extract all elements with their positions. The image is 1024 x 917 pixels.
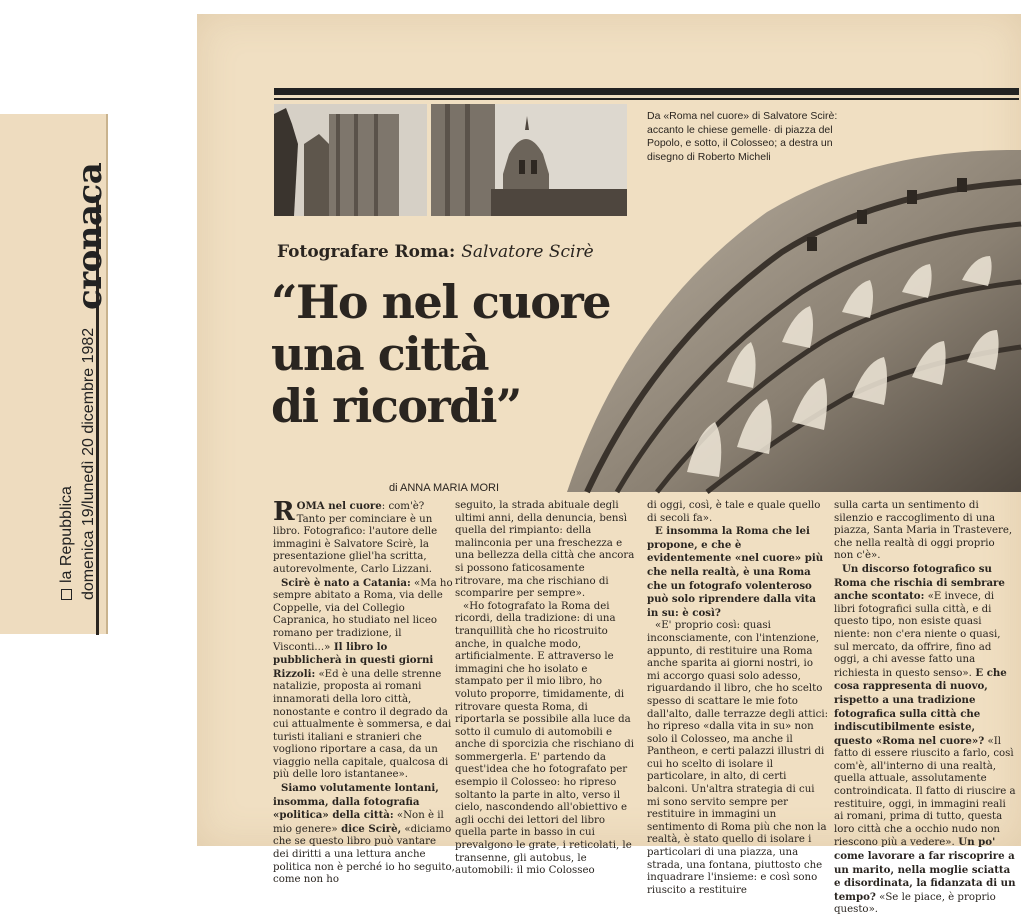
article-column-2 bbox=[455, 500, 637, 878]
bold-text: Il libro lo pubblicherà in questi giorni Rizzoli: bbox=[273, 640, 434, 680]
issue-date: domenica 19/lunedì 20 dicembre 1982 bbox=[80, 327, 97, 600]
paragraph: «Ho fotografato la Roma dei ricordi, della tradizione: di una tranquillità che ho ricostruito anche, in qualche modo, artificialmente. E attraverso le immagini che ho isolato e stampato per il mio libro, ho voluto proporre, timidamente, di ritrovare questa Roma, di riportarla se possibile alla luce da sotto il cumulo di automobili e anche di sporcizia che rischiano di sommergerla. E' partendo da quest'idea che ho fotografato per esempio il Colosseo: ho ripreso soltanto la parte in alto, verso il cielo, nascondendo all'obiettivo e agli occhi dei lettori del libro quella parte in basso in cui prevalgono le grate, i reticolati, le transenne, gli autobus, le automobili: il mio Colosseo bbox=[455, 600, 635, 877]
body-text: «Se le piace, è proprio questo». bbox=[834, 891, 996, 916]
photo-church-left bbox=[274, 104, 427, 216]
masthead-text bbox=[18, 120, 108, 600]
body-text: «Non è il mio genere» bbox=[273, 810, 444, 835]
newspaper-clipping bbox=[197, 14, 1021, 916]
paragraph bbox=[834, 563, 1016, 917]
bold-text: Siamo volutamente lontani, insomma, dalla fotografia «politica» della città: bbox=[273, 782, 439, 822]
newspaper-source bbox=[58, 486, 76, 600]
kicker-author: Salvatore Scirè bbox=[461, 242, 594, 262]
paragraph bbox=[273, 782, 455, 887]
headline bbox=[271, 276, 651, 432]
bold-text: E insomma la Roma che lei propone, e che è evidentemente «nel cuore» più che nella realtà, è una Roma che un fotografo volenteroso può solo riprendere dalla vita in su: è così? bbox=[647, 525, 824, 619]
headline-kicker bbox=[277, 242, 594, 262]
section-name: cronaca bbox=[70, 162, 110, 310]
bold-text: dice Scirè, bbox=[337, 822, 402, 835]
body-text: «Il fatto di essere riuscito a farlo, così com'è, all'interno di una realtà, quella attuale, assolutamente controindicata. Il fatto di riuscire a restituire, oggi, in immagini reali ai romani, prima di tutto, questa loro città che a occhio nudo non riescono più a vedere». bbox=[834, 735, 1016, 849]
article-column-4 bbox=[834, 500, 1016, 917]
bold-text: E che cosa rappresenta di nuovo, rispetto a una tradizione fotografica sulla città che indiscutibilmente esiste, questo «Roma nel cuore»? bbox=[834, 666, 1007, 747]
body-text: «Ma ho sempre abitato a Roma, via delle Coppelle, via del Collegio Capranica, ho studiato nel liceo romano per tradizione, il Visconti...» bbox=[273, 577, 453, 653]
drop-cap: R bbox=[273, 497, 295, 527]
paragraph: di oggi, così, è tale e quale quello di secoli fa». bbox=[647, 500, 821, 524]
bold-text: OMA nel cuore bbox=[296, 500, 382, 512]
paragraph bbox=[273, 577, 455, 783]
bold-text: Scirè è nato a Catania: bbox=[281, 576, 411, 589]
headline-line-2: una città bbox=[271, 327, 488, 381]
top-rule-thin bbox=[274, 98, 1019, 100]
kicker-lead: Fotografare Roma: bbox=[277, 242, 462, 262]
body-text: : com'è? Tanto per cominciare è un libro. Fotografico: l'autore delle immagini è Salvatore Scirè, la presentazione gliel'ha scritta, autorevolmente, Carlo Lizzani. bbox=[273, 501, 438, 575]
checkbox-square-icon bbox=[61, 589, 72, 600]
paragraph bbox=[273, 497, 455, 577]
paragraph bbox=[647, 525, 829, 620]
paragraph: sulla carta un sentimento di silenzio e raccoglimento di una piazza, Santa Maria in Trastevere, che nella realtà di oggi proprio non c'è». bbox=[834, 500, 1013, 562]
newspaper-name: la Repubblica bbox=[58, 486, 75, 583]
body-text: «Ed è una delle strenne natalizie, proposta ai romani innamorati della loro città, nonostante e contro il degrado da cui attualmente è sommersa, e dai turisti italiani e stranieri che vogliono riportare a casa, da un viaggio nella capitale, qualcosa di più delle loro istantanee». bbox=[273, 668, 452, 781]
article-column-3 bbox=[647, 500, 829, 897]
body-text: «E invece, di libri fotografici sulla città, e di questo tipo, non esiste quasi niente: non c'era niente o quasi, sul mercato, da offrire, fino ad oggi, a chi avesse fatto una richiesta in questo senso». bbox=[834, 591, 1001, 679]
paragraph: «E' proprio così: quasi inconsciamente, con l'intenzione, appunto, di restituire una Roma anche sparita ai giorni nostri, io mi accorgo quasi solo adesso, riguardando il libro, che ho scelto spesso di scattare le mie foto dall'alto, dalle terrazze degli attici: ho ripreso «dalla vita in su» non solo il Colosseo, ma anche il Pantheon, e certi palazzi illustri di cui ho scelto di isolare il particolare, in alto, di certi balconi. Un'altra strategia di cui mi sono servito sempre per restituire in immagini un sentimento di Roma più che non la realtà, è stato quello di isolare i particolari di una piazza, una strada, una fontana, piuttosto che inquadrare l'insieme: e così sono riuscito a restituire bbox=[647, 620, 829, 896]
headline-line-1: “Ho nel cuore bbox=[271, 275, 610, 329]
headline-line-3: di ricordi” bbox=[271, 379, 521, 433]
bold-text: Un discorso fotografico su Roma che rischia di sembrare anche scontato: bbox=[834, 562, 1005, 603]
bold-text: Un po' come lavorare a far riscoprire a un marito, nella moglie sciatta e disordinata, la fidanzata di un tempo? bbox=[834, 836, 1016, 903]
top-rule bbox=[274, 88, 1019, 95]
byline: di ANNA MARIA MORI bbox=[389, 482, 500, 494]
article-column-1 bbox=[273, 497, 455, 887]
paragraph: seguito, la strada abituale degli ultimi anni, della denuncia, bensì quella del rimpianto: della malinconia per una freschezza e una bellezza della città che ancora si possono faticosamente ritrovare, ma che rischiano di scomparire per sempre». bbox=[455, 500, 635, 600]
body-text: «diciamo che se questo libro può vantare dei diritti a una lettura anche politica non è perché io ho seguito, come non ho bbox=[273, 823, 455, 886]
photo-caption: Da «Roma nel cuore» di Salvatore Scirè: accanto le chiese gemelle· di piazza del Popolo, e sotto, il Colosseo; a destra un disegno di Roberto Micheli bbox=[647, 110, 838, 163]
